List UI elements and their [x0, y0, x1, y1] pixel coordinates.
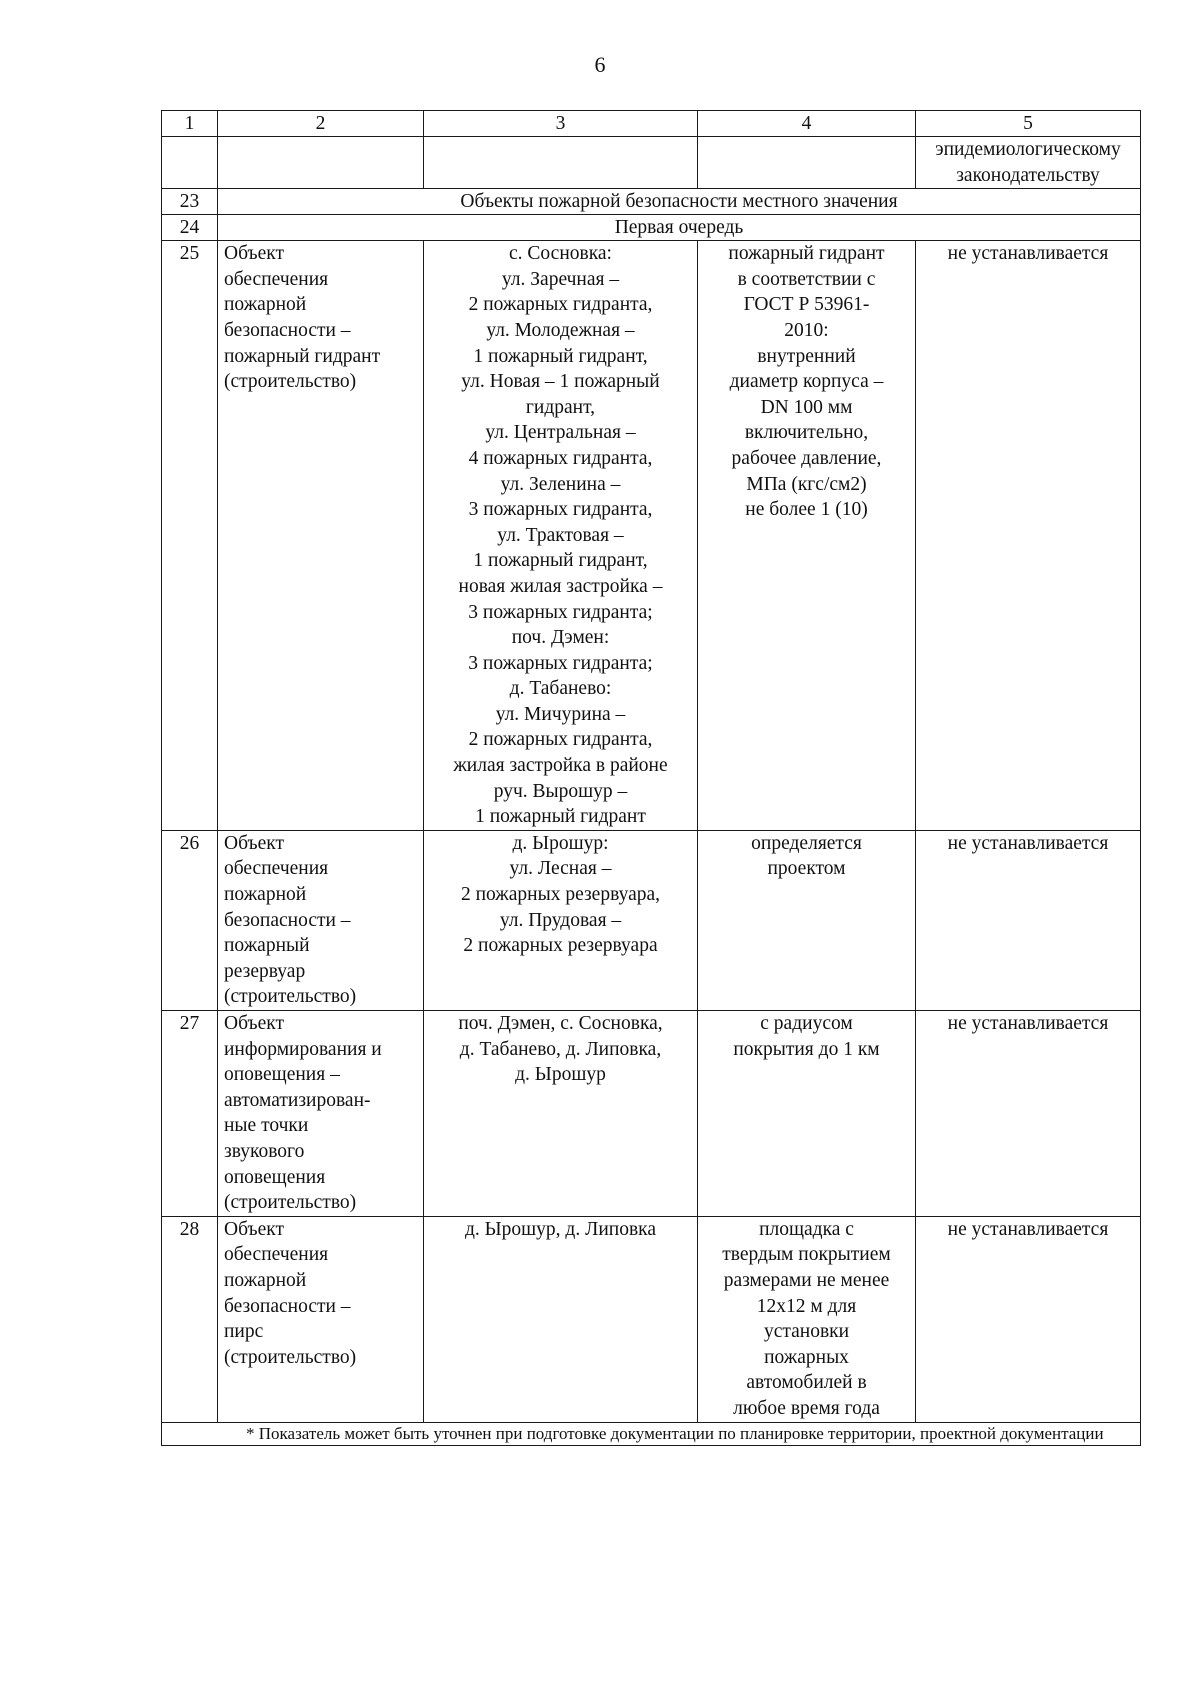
- zones-cell: не устанавливается: [916, 1011, 1141, 1217]
- object-name-cell: Объект обеспечения пожарной безопасности – пожарный гидрант (строительство): [218, 241, 424, 831]
- objects-table: [161, 110, 1141, 1446]
- column-number-4: 4: [698, 111, 916, 137]
- location-cell: с. Сосновка: ул. Заречная – 2 пожарных гидранта, ул. Молодежная – 1 пожарный гидрант, ул. Новая – 1 пожарный гидрант, ул. Центральная – 4 пожарных гидранта, ул. Зеленина – 3 пожарных гидранта, ул. Трактовая – 1 пожарный гидрант, новая жилая застройка – 3 пожарных гидранта; поч. Дэмен: 3 пожарных гидранта; д. Табанево: ул. Мичурина – 2 пожарных гидранта, жилая застройка в районе руч. Вырошур – 1 пожарный гидрант: [424, 241, 698, 831]
- object-name-cell: Объект обеспечения пожарной безопасности – пирс (строительство): [218, 1216, 424, 1422]
- characteristics-cell: с радиусом покрытия до 1 км: [698, 1011, 916, 1217]
- column-number-1: 1: [162, 111, 218, 137]
- footnote: [162, 1422, 1141, 1445]
- location-cell: д. Ырошур: ул. Лесная – 2 пожарных резервуара, ул. Прудовая – 2 пожарных резервуара: [424, 830, 698, 1010]
- characteristics-cell: определяется проектом: [698, 830, 916, 1010]
- zones-cell: не устанавливается: [916, 830, 1141, 1010]
- object-name-cell: Объект обеспечения пожарной безопасности – пожарный резервуар (строительство): [218, 830, 424, 1010]
- continuation-cell: эпидемиологическому законодательству: [916, 137, 1141, 189]
- zones-cell: не устанавливается: [916, 1216, 1141, 1422]
- section-row: [162, 189, 1141, 215]
- row-number: 27: [162, 1011, 218, 1217]
- continuation-row: [162, 137, 1141, 189]
- footnote-text: * Показатель может быть уточнен при подготовке документации по планировке территории, проектной документации: [246, 1423, 1104, 1443]
- location-cell: д. Ырошур, д. Липовка: [424, 1216, 698, 1422]
- column-number-2: 2: [218, 111, 424, 137]
- table-row: [162, 1216, 1141, 1422]
- table-row: [162, 830, 1141, 1010]
- section-row: [162, 215, 1141, 241]
- object-name-cell: Объект информирования и оповещения – автоматизирован- ные точки звукового оповещения (строительство): [218, 1011, 424, 1217]
- characteristics-cell: пожарный гидрант в соответствии с ГОСТ Р 53961- 2010: внутренний диаметр корпуса – DN 100 мм включительно, рабочее давление, МПа (кгс/см2) не более 1 (10): [698, 241, 916, 831]
- characteristics-cell: площадка с твердым покрытием размерами не менее 12х12 м для установки пожарных автомобилей в любое время года: [698, 1216, 916, 1422]
- row-number: 23: [162, 189, 218, 215]
- section-title: Первая очередь: [218, 215, 1141, 241]
- page-number: 6: [594, 52, 606, 77]
- table-row: [162, 1011, 1141, 1217]
- table-row: [162, 241, 1141, 831]
- column-number-5: 5: [916, 111, 1141, 137]
- row-number: 28: [162, 1216, 218, 1422]
- zones-cell: не устанавливается: [916, 241, 1141, 831]
- row-number: 24: [162, 215, 218, 241]
- row-number: 25: [162, 241, 218, 831]
- column-number-3: 3: [424, 111, 698, 137]
- location-cell: поч. Дэмен, с. Сосновка, д. Табанево, д. Липовка, д. Ырошур: [424, 1011, 698, 1217]
- table-header-row: [162, 111, 1141, 137]
- section-title: Объекты пожарной безопасности местного значения: [218, 189, 1141, 215]
- footnote-row: [162, 1422, 1141, 1445]
- row-number: 26: [162, 830, 218, 1010]
